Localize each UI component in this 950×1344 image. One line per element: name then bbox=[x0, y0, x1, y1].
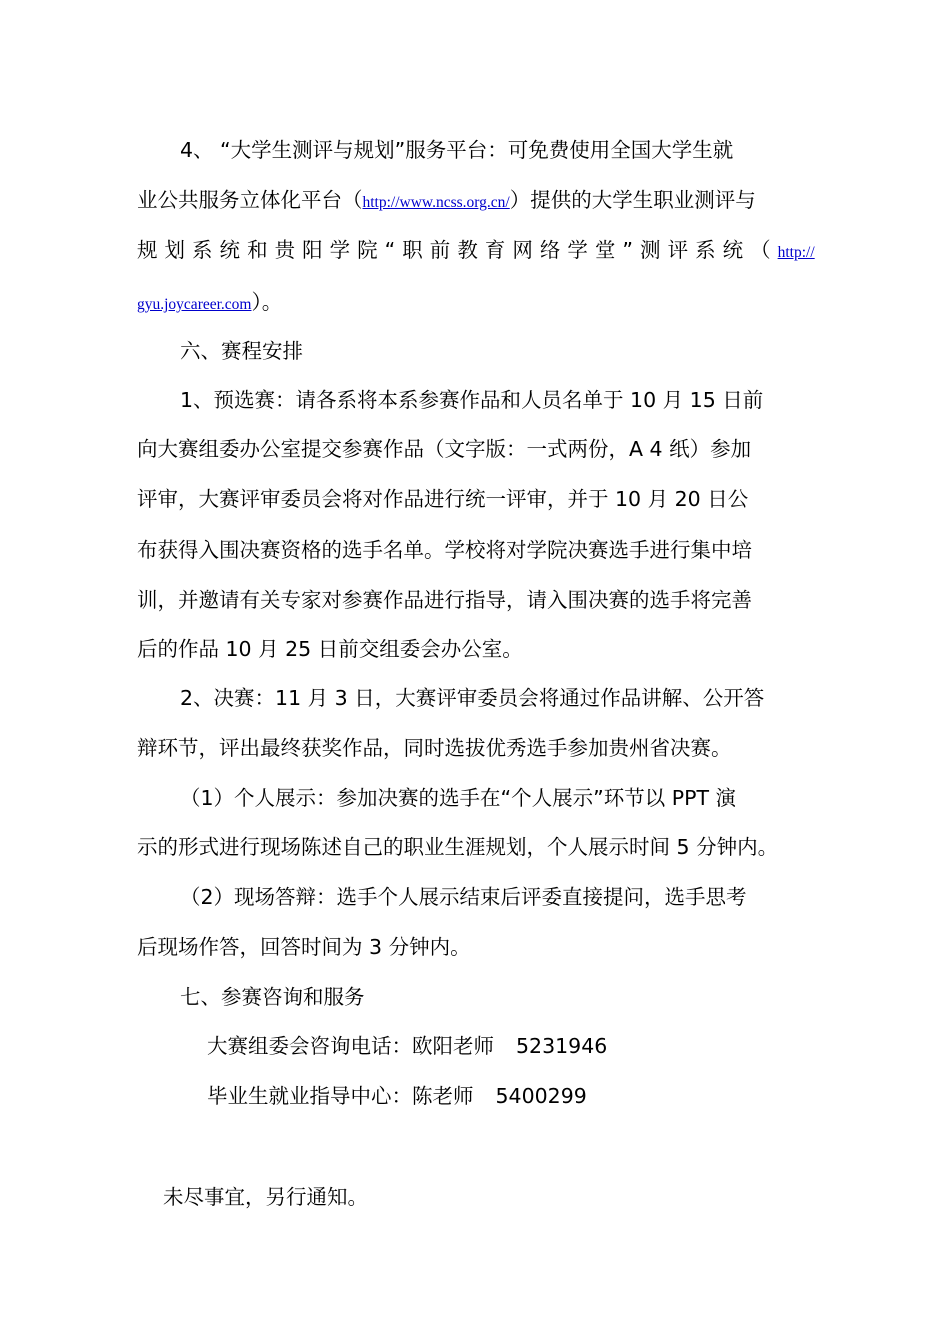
heading-consultation: 七、参赛咨询和服务 bbox=[180, 985, 365, 1009]
final-defense-line2: 后现场作答，回答时间为 3 分钟内。 bbox=[137, 935, 471, 959]
closing-note: 未尽事宜，另行通知。 bbox=[163, 1185, 368, 1209]
section4-line1: 4、 “大学生测评与规划”服务平台：可免费使用全国大学生就 bbox=[180, 138, 734, 162]
final-presentation-line2: 示的形式进行现场陈述自己的职业生涯规划，个人展示时间 5 分钟内。 bbox=[137, 835, 779, 859]
line3-char: 和 bbox=[247, 238, 268, 262]
line3-char: 系 bbox=[695, 238, 716, 262]
line3-char: 院 bbox=[357, 238, 378, 262]
line3-char: 职 bbox=[402, 238, 423, 262]
line3-char: 前 bbox=[429, 238, 451, 262]
line3-char: 贵 bbox=[274, 238, 296, 262]
contact2-phone: 5400299 bbox=[495, 1084, 587, 1108]
preliminary-line6: 后的作品 10 月 25 日前交组委会办公室。 bbox=[137, 637, 523, 661]
line3-char: 堂 bbox=[594, 238, 616, 262]
line3-char: 阳 bbox=[302, 238, 323, 262]
line3-char: 划 bbox=[164, 238, 186, 262]
line3-char: 统 bbox=[219, 238, 241, 262]
section4-line2-text-b: ）提供的大学生职业测评与 bbox=[509, 188, 756, 212]
joycareer-link-part2[interactable]: gyu.joycareer.com bbox=[137, 296, 252, 313]
line3-char: 测 bbox=[640, 238, 661, 262]
final-defense-line1: （2）现场答辩：选手个人展示结束后评委直接提问，选手思考 bbox=[180, 885, 747, 909]
line3-char: 络 bbox=[539, 238, 561, 262]
contact2-label: 毕业生就业指导中心：陈老师 bbox=[207, 1084, 474, 1108]
heading-schedule: 六、赛程安排 bbox=[180, 339, 303, 363]
line3-char: “ bbox=[384, 238, 396, 262]
line3-char: 系 bbox=[192, 238, 213, 262]
line3-char: 规 bbox=[137, 238, 158, 262]
line3-char: 教 bbox=[457, 238, 478, 262]
preliminary-line5: 训，并邀请有关专家对参赛作品进行指导，请入围决赛的选手将完善 bbox=[137, 588, 752, 612]
preliminary-line3: 评审，大赛评审委员会将对作品进行统一评审，并于 10 月 20 日公 bbox=[137, 487, 749, 511]
line3-char: 学 bbox=[329, 238, 351, 262]
final-line1: 2、决赛：11 月 3 日，大赛评审委员会将通过作品讲解、公开答 bbox=[180, 686, 765, 710]
section4-line4-text-b: ）。 bbox=[251, 290, 283, 314]
line3-char: 育 bbox=[484, 238, 506, 262]
line3-char: ” bbox=[622, 238, 634, 262]
line3-char: 网 bbox=[512, 238, 533, 262]
joycareer-link-part1[interactable]: http:// bbox=[777, 244, 815, 261]
final-presentation-line1: （1）个人展示：参加决赛的选手在“个人展示”环节以 PPT 演 bbox=[180, 786, 737, 810]
section4-line3 bbox=[137, 237, 815, 266]
contact1-phone: 5231946 bbox=[516, 1034, 608, 1058]
line3-char: 统 bbox=[722, 238, 744, 262]
contact1-label: 大赛组委会咨询电话：欧阳老师 bbox=[207, 1034, 494, 1058]
section4-line2 bbox=[137, 187, 756, 216]
line3-char: 评 bbox=[667, 238, 689, 262]
line3-char: （ bbox=[750, 238, 771, 262]
ncss-link[interactable]: http://www.ncss.org.cn/ bbox=[362, 194, 510, 211]
section4-line4 bbox=[137, 289, 282, 318]
preliminary-line1: 1、预选赛：请各系将本系参赛作品和人员名单于 10 月 15 日前 bbox=[180, 388, 764, 412]
contact-line1 bbox=[207, 1033, 607, 1059]
final-line2: 辩环节，评出最终获奖作品，同时选拔优秀选手参加贵州省决赛。 bbox=[137, 736, 732, 760]
section4-line2-text-a: 业公共服务立体化平台（ bbox=[137, 188, 363, 212]
preliminary-line2: 向大赛组委办公室提交参赛作品（文字版：一式两份，A 4 纸）参加 bbox=[137, 437, 752, 461]
preliminary-line4: 布获得入围决赛资格的选手名单。学校将对学院决赛选手进行集中培 bbox=[137, 538, 752, 562]
contact-line2 bbox=[207, 1083, 587, 1109]
line3-char: 学 bbox=[567, 238, 588, 262]
